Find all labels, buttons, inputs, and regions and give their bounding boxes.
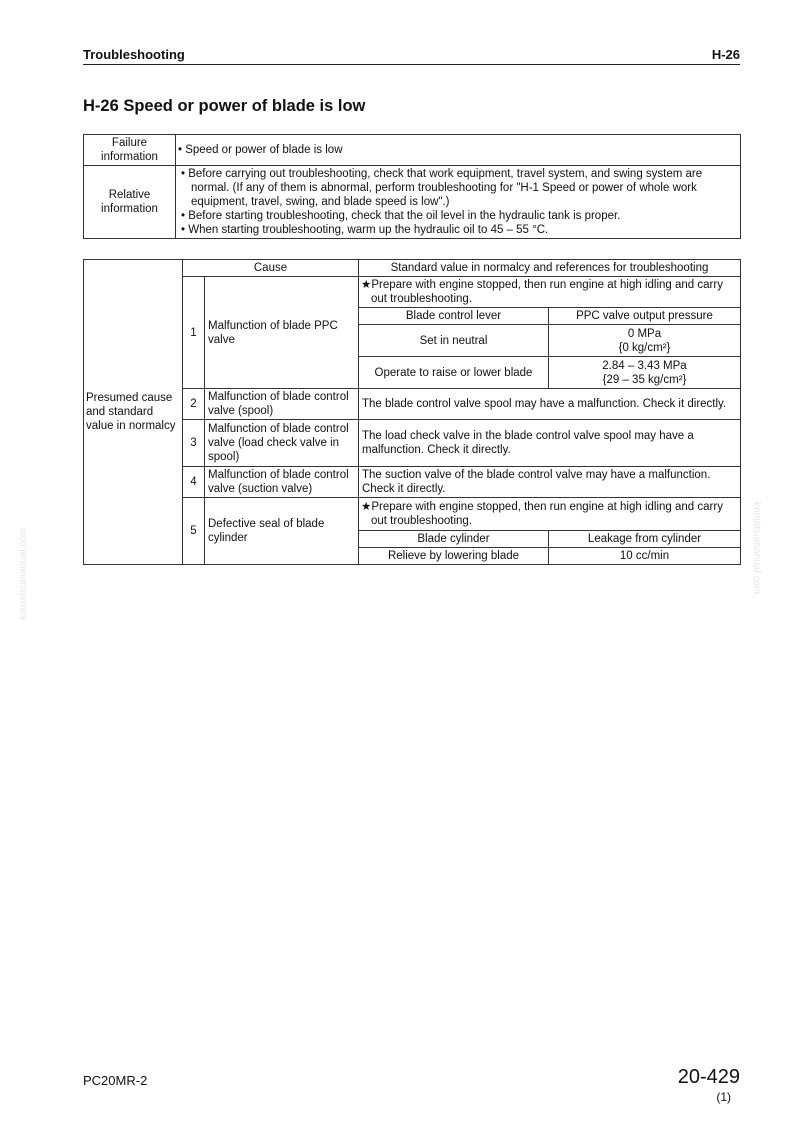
bullet: • <box>181 210 186 222</box>
standard-text: The load check valve in the blade control valve spool may have a malfunction. Check it directly. <box>359 420 741 467</box>
condition: Set in neutral <box>359 325 549 357</box>
cause-text: Defective seal of blade cylinder <box>205 498 359 565</box>
presumed-label: Presumed cause and standard value in normalcy <box>84 260 183 565</box>
footer-model: PC20MR-2 <box>83 1073 148 1088</box>
cause-table <box>83 259 741 565</box>
relative-item <box>179 209 737 223</box>
value-mpa: 2.84 – 3.43 MPa <box>602 359 687 372</box>
star-icon: ★ <box>361 501 372 513</box>
note <box>359 277 741 308</box>
sub-header: Blade control lever <box>359 308 549 325</box>
value-mpa: 0 MPa <box>627 327 662 340</box>
failure-text <box>176 135 741 166</box>
page-header <box>83 44 740 65</box>
footer-page-number: 20-429 <box>677 1066 740 1088</box>
relative-label: Relative information <box>84 166 176 239</box>
page-title: H-26 Speed or power of blade is low <box>83 97 366 115</box>
bullet: • <box>181 224 186 236</box>
header-section: Troubleshooting <box>83 47 185 62</box>
sub-header: Blade cylinder <box>359 531 549 548</box>
failure-label: Failure information <box>84 135 176 166</box>
relative-item-text: Before starting troubleshooting, check that the oil level in the hydraulic tank is proper. <box>188 210 621 222</box>
star-icon: ★ <box>361 279 372 291</box>
relative-item <box>179 167 737 209</box>
note-text: Prepare with engine stopped, then run engine at high idling and carry out troubleshooting. <box>371 501 723 527</box>
sub-header: Leakage from cylinder <box>549 531 741 548</box>
cause-text: Malfunction of blade control valve (load check valve in spool) <box>205 420 359 467</box>
note-text: Prepare with engine stopped, then run engine at high idling and carry out troubleshooting. <box>371 279 723 305</box>
relative-item-text: When starting troubleshooting, warm up the hydraulic oil to 45 – 55 °C. <box>188 224 549 236</box>
condition: Relieve by lowering blade <box>359 548 549 565</box>
cause-text: Malfunction of blade control valve (spool) <box>205 389 359 420</box>
bullet: • <box>178 144 183 156</box>
relative-list <box>176 166 741 239</box>
cause-number: 3 <box>183 420 205 467</box>
header-code: H-26 <box>711 47 740 62</box>
col-standard: Standard value in normalcy and references for troubleshooting <box>359 260 741 277</box>
info-table <box>83 134 741 239</box>
failure-value: Speed or power of blade is low <box>185 144 343 156</box>
footer-revision: (1) <box>716 1090 731 1104</box>
standard-text: The blade control valve spool may have a malfunction. Check it directly. <box>359 389 741 420</box>
cause-number: 1 <box>183 277 205 389</box>
standard-text: The suction valve of the blade control valve may have a malfunction. Check it directly. <box>359 467 741 498</box>
cause-text: Malfunction of blade control valve (suction valve) <box>205 467 359 498</box>
note <box>359 498 741 531</box>
value-cell <box>549 325 741 357</box>
value-cell <box>549 357 741 389</box>
value-cell: 10 cc/min <box>549 548 741 565</box>
value-kg: {29 – 35 kg/cm²} <box>602 373 687 386</box>
watermark-right: komatsumanual.com <box>751 502 762 595</box>
cause-number: 2 <box>183 389 205 420</box>
condition: Operate to raise or lower blade <box>359 357 549 389</box>
bullet: • <box>181 168 186 180</box>
watermark-left: komatsumanual.com <box>18 527 29 620</box>
relative-item <box>179 223 737 237</box>
cause-number: 5 <box>183 498 205 565</box>
value-kg: {0 kg/cm²} <box>618 341 671 354</box>
relative-item-text: Before carrying out troubleshooting, check that work equipment, travel system, and swing system are normal. (If any of them is abnormal, perform troubleshooting for "H-1 Speed or power of whole work equipment, travel, swing, and blade speed is low".) <box>188 168 703 208</box>
col-cause: Cause <box>183 260 359 277</box>
cause-number: 4 <box>183 467 205 498</box>
sub-header: PPC valve output pressure <box>549 308 741 325</box>
cause-text: Malfunction of blade PPC valve <box>205 277 359 389</box>
